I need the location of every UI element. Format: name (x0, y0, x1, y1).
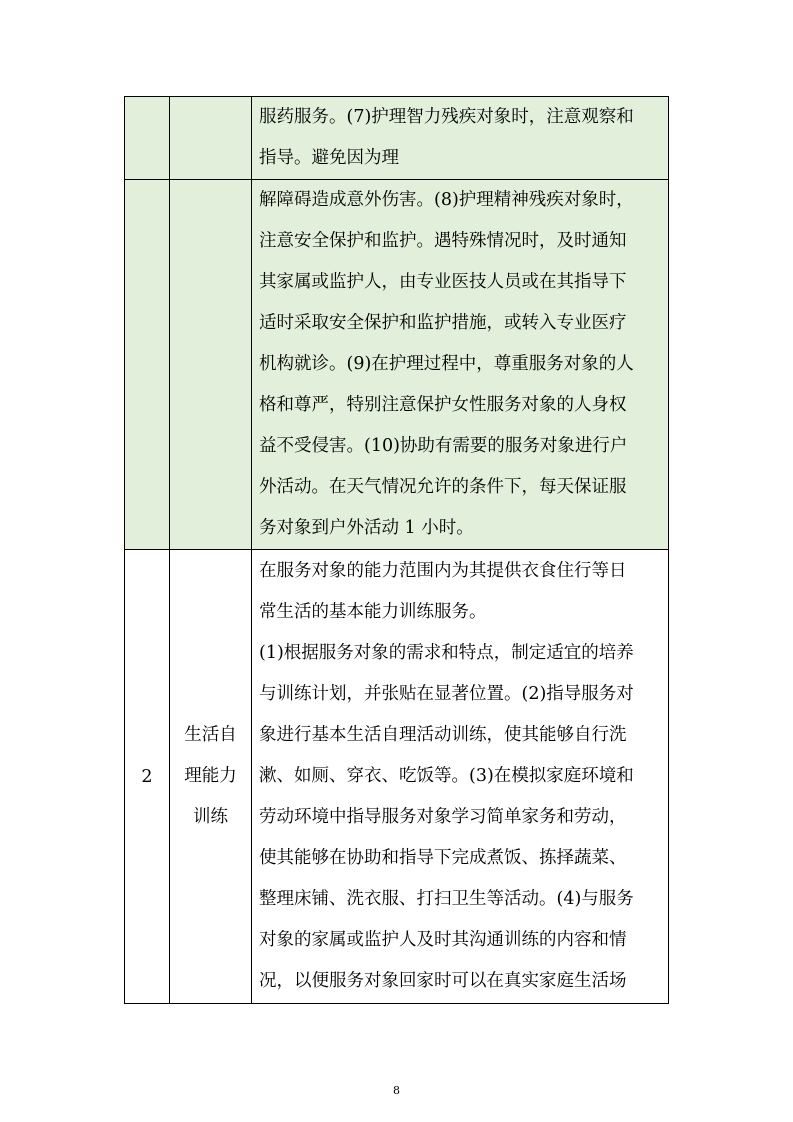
row-number-cell (125, 97, 170, 180)
item-name-line: 生活自 (184, 725, 237, 745)
content-line: 注意安全保护和监护。遇特殊情况时，及时通知 (259, 231, 627, 251)
content-line: 在服务对象的能力范围内为其提供衣食住行等日 (259, 561, 627, 581)
content-line: 常生活的基本能力训练服务。 (259, 602, 487, 622)
content-line: 指导。避免因为理 (259, 148, 399, 168)
row-content-cell (252, 97, 669, 180)
content-line: 对象的家属或监护人及时其沟通训练的内容和情 (259, 930, 627, 950)
page-number: 8 (393, 1084, 400, 1097)
table-row (125, 180, 669, 550)
content-line: 况，以便服务对象回家时可以在真实家庭生活场 (259, 971, 627, 991)
row-name-cell (170, 97, 252, 180)
service-table (124, 96, 669, 1004)
table-row (125, 97, 669, 180)
content-line: 益不受侵害。(10)协助有需要的服务对象进行户 (259, 436, 628, 456)
row-name-cell (170, 180, 252, 550)
row-number-cell (125, 550, 170, 1004)
content-line: 解障碍造成意外伤害。(8)护理精神残疾对象时， (259, 190, 634, 210)
content-line: 劳动环境中指导服务对象学习简单家务和劳动， (259, 807, 627, 827)
table-row (125, 550, 669, 1004)
item-name-line: 训练 (193, 807, 228, 827)
content-line: 务对象到户外活动 1 小时。 (259, 518, 474, 538)
content-line: 象进行基本生活自理活动训练，使其能够自行洗 (259, 725, 627, 745)
content-line: 外活动。在天气情况允许的条件下，每天保证服 (259, 477, 627, 497)
row-content-cell (252, 550, 669, 1004)
content-line: 服药服务。(7)护理智力残疾对象时，注意观察和 (259, 107, 634, 127)
row-content-cell (252, 180, 669, 550)
content-line: 适时采取安全保护和监护措施，或转入专业医疗 (259, 313, 627, 333)
content-line: 整理床铺、洗衣服、打扫卫生等活动。(4)与服务 (259, 889, 634, 909)
content-line: 机构就诊。(9)在护理过程中，尊重服务对象的人 (259, 354, 634, 374)
content-line: (1)根据服务对象的需求和特点，制定适宜的培养 (259, 643, 634, 663)
content-line: 格和尊严，特别注意保护女性服务对象的人身权 (259, 395, 627, 415)
item-name-line: 理能力 (184, 766, 237, 786)
content-line: 其家属或监护人，由专业医技人员或在其指导下 (259, 272, 627, 292)
content-line: 与训练计划，并张贴在显著位置。(2)指导服务对 (259, 684, 634, 704)
row-number: 2 (141, 766, 153, 787)
row-name-cell (170, 550, 252, 1004)
content-line: 使其能够在协助和指导下完成煮饭、拣择蔬菜、 (259, 848, 627, 868)
row-number-cell (125, 180, 170, 550)
content-line: 漱、如厕、穿衣、吃饭等。(3)在模拟家庭环境和 (259, 766, 634, 786)
